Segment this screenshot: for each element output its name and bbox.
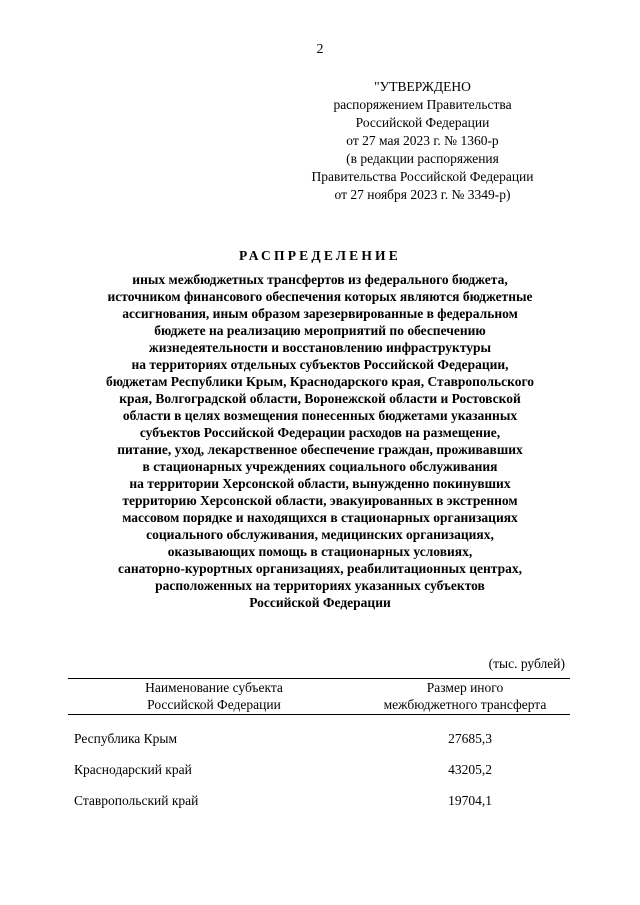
subtitle-line: питание, уход, лекарственное обеспечение граждан, проживавших bbox=[117, 442, 523, 457]
subtitle-line: области в целях возмещения понесенных бюджетами указанных bbox=[122, 408, 518, 423]
page-number: 2 bbox=[316, 42, 324, 57]
subtitle-line: оказывающих помощь в стационарных условиях, bbox=[167, 544, 473, 559]
row-amount: 27685,3 bbox=[448, 731, 492, 746]
subtitle-line: социального обслуживания, медицинских организациях, bbox=[146, 527, 494, 542]
approval-line: распоряжением Правительства bbox=[333, 97, 512, 112]
approval-line: "УТВЕРЖДЕНО bbox=[374, 79, 471, 94]
subtitle-line: в стационарных учреждениях социального обслуживания bbox=[142, 459, 498, 474]
subtitle-line: на территории Херсонской области, вынужденно покинувших bbox=[129, 476, 511, 491]
subtitle-line: массовом порядке и находящихся в стационарных организациях bbox=[122, 510, 518, 525]
row-subject: Республика Крым bbox=[74, 731, 178, 746]
table-row bbox=[74, 729, 570, 749]
row-amount: 43205,2 bbox=[448, 762, 492, 777]
approval-line: (в редакции распоряжения bbox=[346, 151, 499, 166]
header-line: Размер иного bbox=[426, 680, 504, 695]
table-row bbox=[74, 791, 570, 811]
subtitle-line: края, Волгоградской области, Воронежской области и Ростовской bbox=[119, 391, 521, 406]
subtitle-line: иных межбюджетных трансфертов из федерального бюджета, bbox=[132, 272, 508, 287]
row-amount: 19704,1 bbox=[448, 793, 492, 808]
document-subtitle bbox=[40, 271, 600, 611]
units-label: (тыс. рублей) bbox=[488, 656, 565, 671]
subtitle-line: субъектов Российской Федерации расходов на размещение, bbox=[139, 425, 501, 440]
table-header-amount bbox=[360, 679, 570, 713]
subtitle-line: санаторно-курортных организациях, реабилитационных центрах, bbox=[118, 561, 522, 576]
subtitle-line: расположенных на территориях указанных субъектов bbox=[155, 578, 485, 593]
subtitle-line: территорию Херсонской области, эвакуированных в экстренном bbox=[122, 493, 518, 508]
subtitle-line: источником финансового обеспечения которых являются бюджетные bbox=[107, 289, 533, 304]
header-line: межбюджетного трансферта bbox=[383, 697, 547, 712]
subtitle-line: Российской Федерации bbox=[249, 595, 391, 610]
subtitle-line: на территориях отдельных субъектов Российской Федерации, bbox=[131, 357, 509, 372]
table-header-rule bbox=[68, 714, 570, 715]
header-line: Наименование субъекта bbox=[145, 680, 283, 695]
row-subject: Краснодарский край bbox=[74, 762, 192, 777]
table-header-subject bbox=[68, 679, 360, 713]
row-subject: Ставропольский край bbox=[74, 793, 199, 808]
approval-block bbox=[280, 78, 565, 204]
approval-line: Российской Федерации bbox=[355, 115, 490, 130]
approval-line: от 27 мая 2023 г. № 1360-р bbox=[346, 133, 499, 148]
approval-line: Правительства Российской Федерации bbox=[311, 169, 534, 184]
approval-line: от 27 ноября 2023 г. № 3349-р) bbox=[334, 187, 511, 202]
subtitle-line: ассигнования, иным образом зарезервированные в федеральном bbox=[122, 306, 518, 321]
header-line: Российской Федерации bbox=[147, 697, 281, 712]
document-title: РАСПРЕДЕЛЕНИЕ bbox=[239, 248, 401, 263]
subtitle-line: бюджете на реализацию мероприятий по обеспечению bbox=[154, 323, 486, 338]
subtitle-line: жизнедеятельности и восстановлению инфраструктуры bbox=[148, 340, 492, 355]
table-row bbox=[74, 760, 570, 780]
subtitle-line: бюджетам Республики Крым, Краснодарского края, Ставропольского bbox=[105, 374, 535, 389]
